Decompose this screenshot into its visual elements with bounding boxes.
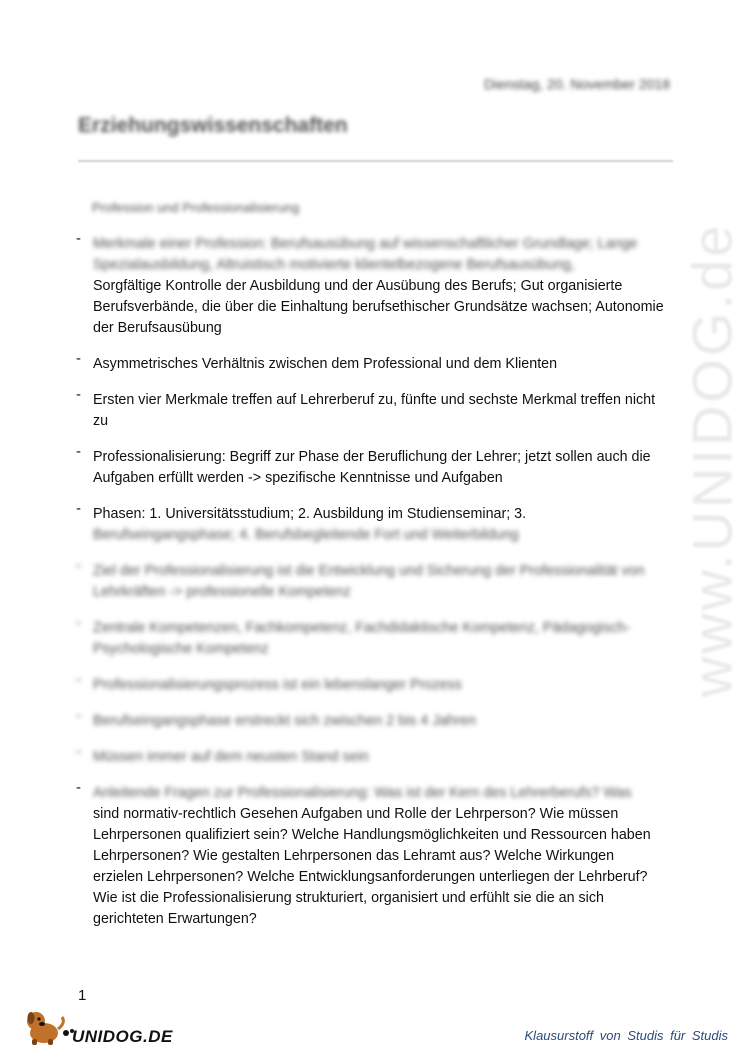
list-item xyxy=(76,500,666,546)
dash-bullet-icon: - xyxy=(76,707,81,724)
unidog-logo xyxy=(22,1007,173,1047)
blurred-text: Zentrale Kompetenzen, Fachkompetenz, Fachdidaktische Kompetenz, Pädagogisch-Psychologische Kompetenz xyxy=(93,620,631,657)
blurred-text: Professionalisierungsprozess ist ein lebenslanger Prozess xyxy=(93,677,462,693)
list-item xyxy=(76,707,666,732)
item-text: Phasen: 1. Universitätsstudium; 2. Ausbildung im Studienseminar; 3. xyxy=(93,506,527,522)
blurred-text: Anleitende Fragen zur Professionalisierung: Was ist der Kern des Lehrerberufs? Was xyxy=(93,785,632,801)
footer-tagline: Klausurstoff von Studis für Studis xyxy=(524,1028,728,1043)
document-date: Dienstag, 20. November 2018 xyxy=(484,76,670,92)
list-item xyxy=(76,557,666,603)
dash-bullet-icon: - xyxy=(76,557,81,574)
list-item xyxy=(76,386,666,432)
dash-bullet-icon: - xyxy=(76,743,81,760)
blurred-text: Ziel der Professionalisierung ist die Entwicklung und Sicherung der Professionalität von Lehrkräften -> professionelle Kompetenz xyxy=(93,563,645,600)
list-item xyxy=(76,779,666,930)
dash-bullet-icon: - xyxy=(76,386,81,403)
list-item xyxy=(76,671,666,696)
list-item xyxy=(76,350,666,375)
item-text: Asymmetrisches Verhältnis zwischen dem Professional und dem Klienten xyxy=(93,356,558,372)
blurred-text: Berufseingangsphase; 4. Berufsbegleitende Fort und Weiterbildung xyxy=(93,527,519,543)
list-item xyxy=(76,230,666,339)
bullet-list xyxy=(76,230,666,945)
dash-bullet-icon: - xyxy=(76,230,81,247)
logo-text: UNIDOG.DE xyxy=(72,1027,173,1046)
dog-icon xyxy=(22,1007,78,1047)
list-item xyxy=(76,614,666,660)
page-number: 1 xyxy=(78,987,87,1004)
dash-bullet-icon: - xyxy=(76,671,81,688)
section-title: Profession und Professionalisierung xyxy=(92,200,300,215)
blurred-text: Merkmale einer Profession: Berufsausübung auf wissenschaftlicher Grundlage; Lange Spezialausbildung, Altruistisch motivierte klientelbezogene Berufsausübung, xyxy=(93,236,638,273)
dash-bullet-icon: - xyxy=(76,350,81,367)
dash-bullet-icon: - xyxy=(76,614,81,631)
title-divider xyxy=(78,160,673,162)
dash-bullet-icon: - xyxy=(76,500,81,517)
watermark: www.UNIDOG.de xyxy=(680,222,744,698)
list-item xyxy=(76,443,666,489)
item-text: Sorgfältige Kontrolle der Ausbildung und der Ausübung des Berufs; Gut organisierte Berufsverbände, die über die Einhaltung berufsethischer Grundsätze wachsen; Autonomie der Berufsausübung xyxy=(93,278,664,336)
dash-bullet-icon: - xyxy=(76,443,81,460)
blurred-text: Müssen immer auf dem neusten Stand sein xyxy=(93,749,369,765)
page-title: Erziehungswissenschaften xyxy=(78,114,348,137)
list-item xyxy=(76,743,666,768)
item-text: Ersten vier Merkmale treffen auf Lehrerberuf zu, fünfte und sechste Merkmal treffen nicht zu xyxy=(93,392,656,429)
blurred-text: Berufseingangsphase erstreckt sich zwischen 2 bis 4 Jahren xyxy=(93,713,477,729)
dash-bullet-icon: - xyxy=(76,779,81,796)
item-text: sind normativ-rechtlich Gesehen Aufgaben und Rolle der Lehrperson? Wie müssen Lehrpersonen qualifiziert sein? Welche Handlungsmöglichkeiten und Ressourcen haben Lehrpersonen? Wie gestalten Lehrpersonen das Lehramt aus? Welche Wirkungen erzielen Lehrpersonen? Welche Entwicklungsanforderungen unterliegen der Lehrberuf? Wie ist die Professionalisierung strukturiert, organisiert und erfühlt sie die an sich gerichteten Erwartungen? xyxy=(93,806,651,927)
item-text: Professionalisierung: Begriff zur Phase der Beruflichung der Lehrer; jetzt sollen auch die Aufgaben erfüllt werden -> spezifische Kenntnisse und Aufgaben xyxy=(93,449,651,486)
